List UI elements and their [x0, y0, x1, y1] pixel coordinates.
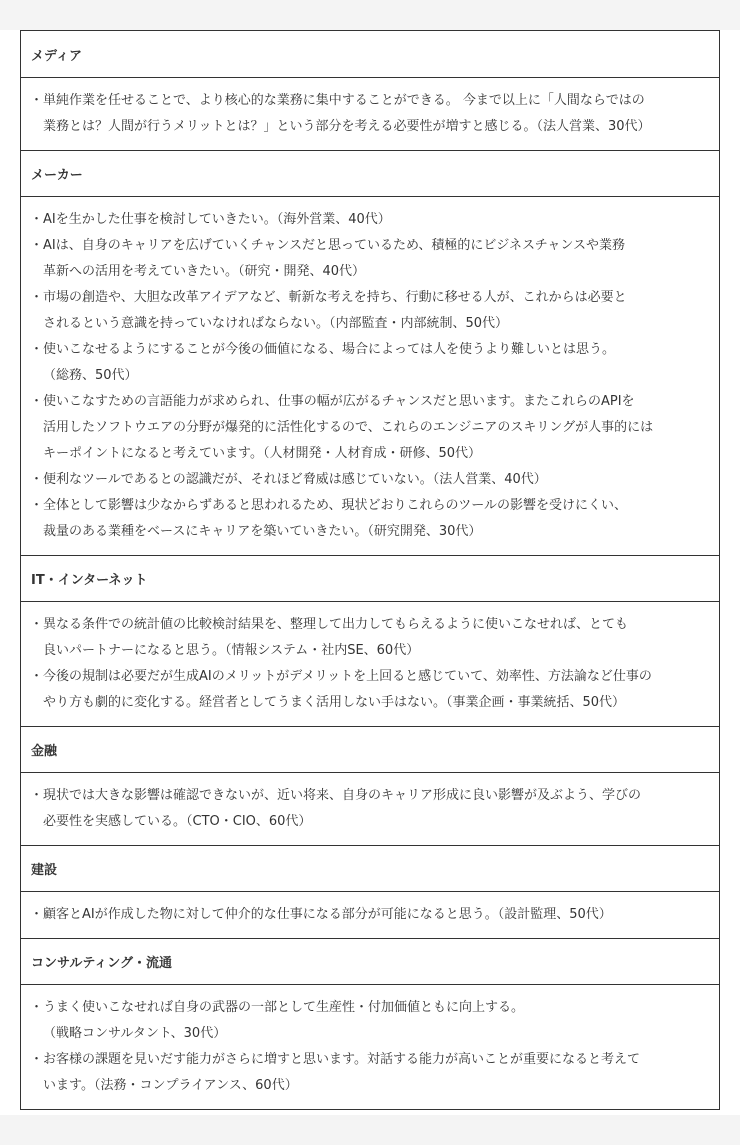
comment-line: 良いパートナーになると思う。（情報システム・社内SE、60代） [43, 643, 420, 658]
comment-item [33, 995, 709, 1047]
comment-line: ・ AIは、自身のキャリアを広げていくチャンスだと思っているため、積極的にビジネスチャンスや業務 [43, 238, 625, 253]
comment-line: ・ 異なる条件での統計値の比較検討結果を、整理して出力してもらえるように使いこなせれば、とても [43, 617, 629, 632]
comment-list [21, 77, 719, 150]
industry-heading: コンサルティング・流通 [21, 938, 719, 984]
comment-line: います。（法務・コンプライアンス、60代） [43, 1078, 298, 1093]
comment-item [33, 389, 709, 467]
industry-heading: IT・インターネット [21, 555, 719, 601]
comment-list [21, 984, 719, 1109]
top-margin [0, 0, 740, 30]
comments-table [20, 30, 720, 1110]
comment-line: ・ 市場の創造や、大胆な改革アイデアなど、斬新な考えを持ち、行動に移せる人が、これからは必要と [43, 290, 627, 305]
comment-list [21, 891, 719, 938]
industry-heading: 金融 [21, 726, 719, 772]
comment-item [33, 467, 709, 493]
comment-item [33, 285, 709, 337]
comment-item [33, 664, 709, 716]
comment-line: （戦略コンサルタント、30代） [43, 1026, 227, 1041]
industry-heading: 建設 [21, 845, 719, 891]
comment-list [21, 196, 719, 555]
comment-line: ・ 顧客とAIが作成した物に対して仲介的な仕事になる部分が可能になると思う。（設計監理、50代） [43, 907, 612, 922]
comment-item [33, 88, 709, 140]
comment-list [21, 772, 719, 845]
comment-line: キーポイントになると考えています。（人材開発・人材育成・研修、50代） [43, 446, 482, 461]
comment-line: （総務、50代） [43, 368, 138, 383]
comment-item [33, 207, 709, 233]
comment-item [33, 493, 709, 545]
comment-item [33, 783, 709, 835]
comment-line: 活用したソフトウエアの分野が爆発的に活性化するので、これらのエンジニアのスキリングが人事的には [43, 420, 654, 435]
comment-line: ・ 使いこなせるようにすることが今後の価値になる、場合によっては人を使うより難しいとは思う。 [43, 342, 616, 357]
comment-line: ・ 現状では大きな影響は確認できないが、近い将来、自身のキャリア形成に良い影響が及ぶよう、学びの [43, 788, 642, 803]
industry-heading: メーカー [21, 150, 719, 196]
comment-line: ・ お客様の課題を見いだす能力がさらに増すと思います。対話する能力が高いことが重要になると考えて [43, 1052, 640, 1067]
industry-heading: メディア [31, 48, 82, 64]
comment-line: やり方も劇的に変化する。経営者としてうまく活用しない手はない。（事業企画・事業統括、50代） [43, 695, 626, 710]
comment-item [33, 337, 709, 389]
comment-line: 必要性を実感している。（CTO・CIO、60代） [43, 814, 312, 829]
comment-item [33, 233, 709, 285]
comment-line: 裁量のある業種をベースにキャリアを築いていきたい。（研究開発、30代） [43, 524, 482, 539]
comment-line: 革新への活用を考えていきたい。（研究・開発、40代） [43, 264, 366, 279]
comment-line: ・ 全体として影響は少なからずあると思われるため、現状どおりこれらのツールの影響を受けにくい、 [43, 498, 627, 513]
comment-item [33, 902, 709, 928]
comment-line: 業務とは？人間が行うメリットとは？」という部分を考える必要性が増すと感じる。（法人営業、30代） [43, 119, 651, 134]
comment-line: ・ 使いこなすための言語能力が求められ、仕事の幅が広がるチャンスだと思います。またこれらのAPIを [43, 394, 635, 409]
comment-list [21, 601, 719, 726]
bottom-margin [0, 1115, 740, 1145]
comment-line: されるという意識を持っていなければならない。（内部監査・内部統制、50代） [43, 316, 509, 331]
comment-line: ・ AIを生かした仕事を検討していきたい。（海外営業、40代） [43, 212, 391, 227]
comment-line: ・ うまく使いこなせれば自身の武器の一部として生産性・付加価値ともに向上する。 [43, 1000, 525, 1015]
comment-item [33, 1047, 709, 1099]
comment-line: ・ 便利なツールであるとの認識だが、それほど脅威は感じていない。（法人営業、40代） [43, 472, 547, 487]
comment-line: ・ 今後の規制は必要だが生成AIのメリットがデメリットを上回ると感じていて、効率性、方法論など仕事の [43, 669, 652, 684]
comment-item [33, 612, 709, 664]
comment-line: ・ 単純作業を任せることで、より核心的な業務に集中することができる。 今まで以上に「人間ならではの [43, 93, 645, 108]
